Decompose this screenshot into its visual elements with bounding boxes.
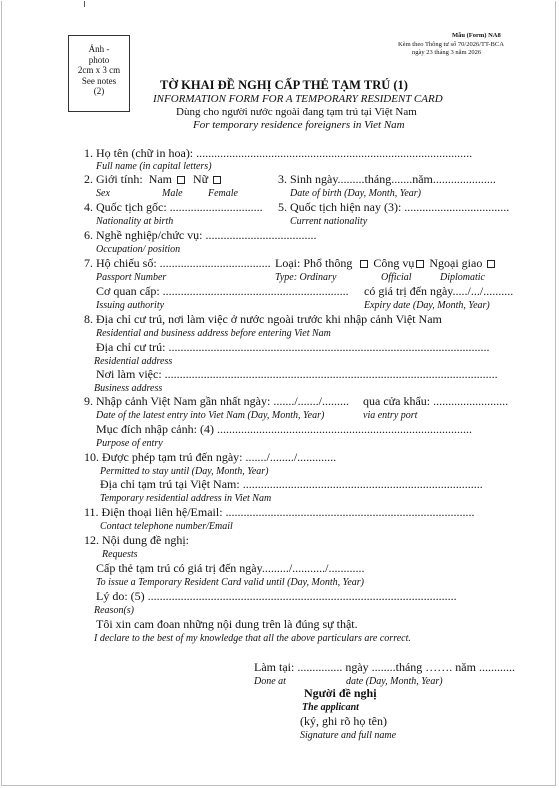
page-corner-mark [84,1,85,7]
field-full-name-en: Full name (in capital letters) [96,161,212,172]
field-full-name[interactable]: 1. Họ tên (chữ in hoa): ............................................................................................ [84,146,473,160]
photo-label-en: photo [88,54,110,65]
passport-ordinary-checkbox[interactable] [360,260,368,268]
field-purpose-of-entry-en: Purpose of entry [96,438,163,449]
field-card-valid-until-en: To issue a Temporary Resident Card valid until (Day, Month, Year) [96,577,364,588]
field-passport-number-en: Passport Number [96,272,167,283]
title-vn: TỜ KHAI ĐỀ NGHỊ CẤP THẺ TẠM TRÚ (1) [160,78,408,92]
sex-male-label: Nam [148,172,173,186]
applicant-label-en: The applicant [302,702,359,713]
field-reason[interactable]: Lý do: (5) ....................................................................................................... [96,589,457,603]
sex-male-en: Male [162,188,183,199]
title-en: INFORMATION FORM FOR A TEMPORARY RESIDENT CARD [153,93,443,105]
photo-notes: See notes [81,75,117,86]
field-done-date-en: date (Day, Month, Year) [346,676,443,687]
field-reason-en: Reason(s) [94,605,134,616]
signature-label-en: Signature and full name [300,730,397,741]
field-requests-en: Requests [102,549,138,560]
applicant-label: Người đề nghị [304,686,377,700]
field-occupation-en: Occupation/ position [96,244,181,255]
passport-diplomatic-checkbox[interactable] [487,260,495,268]
form-date: ngày 23 tháng 3 năm 2026 [412,49,482,56]
subtitle-en: For temporary residence foreigners in Viet Nam [193,119,405,131]
field-occupation[interactable]: 6. Nghề nghiệp/chức vụ: ..................................... [84,228,317,242]
passport-official-en: Official [381,272,412,283]
field-temp-address[interactable]: Địa chỉ tạm trú tại Việt Nam: ................................................................................ [100,477,483,491]
passport-type-ordinary-label: Loại: Phổ thông [275,256,353,270]
passport-diplomatic-label: Ngoại giao [429,256,483,270]
field-date-of-birth-en: Date of birth (Day, Month, Year) [290,188,422,199]
field-latest-entry-date[interactable]: 9. Nhập cảnh Việt Nam gần nhất ngày: ......./......./......... [84,394,350,408]
field-address-abroad-en: Residential and business address before entering Viet Nam [96,328,331,339]
field-card-valid-until[interactable]: Cấp thẻ tạm trú có giá trị đến ngày........./.........../............ [96,561,365,575]
field-date-of-birth[interactable]: 3. Sinh ngày.........tháng.......năm..................... [278,172,496,186]
form-code: Mẫu (Form) NA8 [452,32,501,39]
field-address-abroad: 8. Địa chỉ cư trú, nơi làm việc ở nước ngoài trước khi nhập cảnh Việt Nam [84,312,442,326]
field-residential-address[interactable]: Địa chỉ cư trú: ........................................................................................................... [96,340,490,354]
field-requests: 12. Nội dung đề nghị: [84,533,189,547]
sex-female-checkbox[interactable] [213,176,221,184]
field-sex [84,172,223,187]
field-expiry-date-en: Expiry date (Day, Month, Year) [364,300,490,311]
field-sex-en: Sex [96,188,110,199]
subtitle-vn: Dùng cho người nước ngoài đang tạm trú tại Việt Nam [176,106,417,118]
field-nationality-birth[interactable]: 4. Quốc tịch gốc: ............................... [84,200,263,214]
field-entry-port[interactable]: qua cửa khẩu: ......................... [363,394,509,408]
field-current-nationality-en: Current nationality [290,216,368,227]
field-expiry-date[interactable]: có giá trị đến ngày...../.../.......... [364,284,514,298]
field-business-address[interactable]: Nơi làm việc: ............................................................................................................... [96,367,498,381]
field-passport-type [275,256,497,271]
sex-female-label: Nữ [193,172,209,186]
passport-official-label: Công vụ [373,256,415,270]
passport-official-checkbox[interactable] [416,260,424,268]
field-entry-port-en: via entry port [363,410,418,421]
field-passport-number[interactable]: 7. Hộ chiếu số: ..................................... [84,256,271,270]
field-current-nationality[interactable]: 5. Quốc tịch hiện nay (3): ................................... [278,200,510,214]
photo-box [68,35,130,112]
field-issuing-authority-en: Issuing authority [96,300,165,311]
form-reference: Kèm theo Thông tư số 70/2026/TT-BCA [398,41,504,48]
field-latest-entry-date-en: Date of the latest entry into Viet Nam (Day, Month, Year) [96,410,325,421]
field-nationality-birth-en: Nationality at birth [96,216,174,227]
field-permitted-stay-en: Permitted to stay until (Day, Month, Year) [100,466,269,477]
declaration-en: I declare to the best of my knowledge that all the above particulars are correct. [94,633,411,644]
photo-size: 2cm x 3 cm [77,65,121,75]
field-done-at-en: Done at [254,676,286,687]
field-residential-address-en: Residential address [94,356,173,367]
field-permitted-stay[interactable]: 10. Được phép tạm trú đến ngày: ......./......../............. [84,450,337,464]
sex-female-en: Female [208,188,238,199]
passport-type-ordinary-en: Type: Ordinary [275,272,337,283]
passport-diplomatic-en: Diplomatic [440,272,485,283]
field-sex-label: 2. Giới tính: [84,172,143,186]
field-issuing-authority[interactable]: Cơ quan cấp: .............................................................. [96,284,349,298]
field-contact[interactable]: 11. Điện thoại liên hệ/Email: ................................................................................... [84,505,475,519]
field-temp-address-en: Temporary residential address in Viet Nam [100,493,272,504]
field-purpose-of-entry[interactable]: Mục đích nhập cảnh: (4) ..................................................................................... [96,422,472,436]
field-contact-en: Contact telephone number/Email [100,521,233,532]
signature-label: (ký, ghi rõ họ tên) [300,714,387,728]
field-business-address-en: Business address [94,383,163,394]
sex-male-checkbox[interactable] [177,176,185,184]
field-done-at[interactable]: Làm tại: ............... ngày ........tháng ……. năm ............ [254,660,515,674]
photo-label: Ảnh - [88,44,110,54]
declaration-vn: Tôi xin cam đoan những nội dung trên là đúng sự thật. [96,617,358,631]
photo-note-number: (2) [93,86,105,96]
